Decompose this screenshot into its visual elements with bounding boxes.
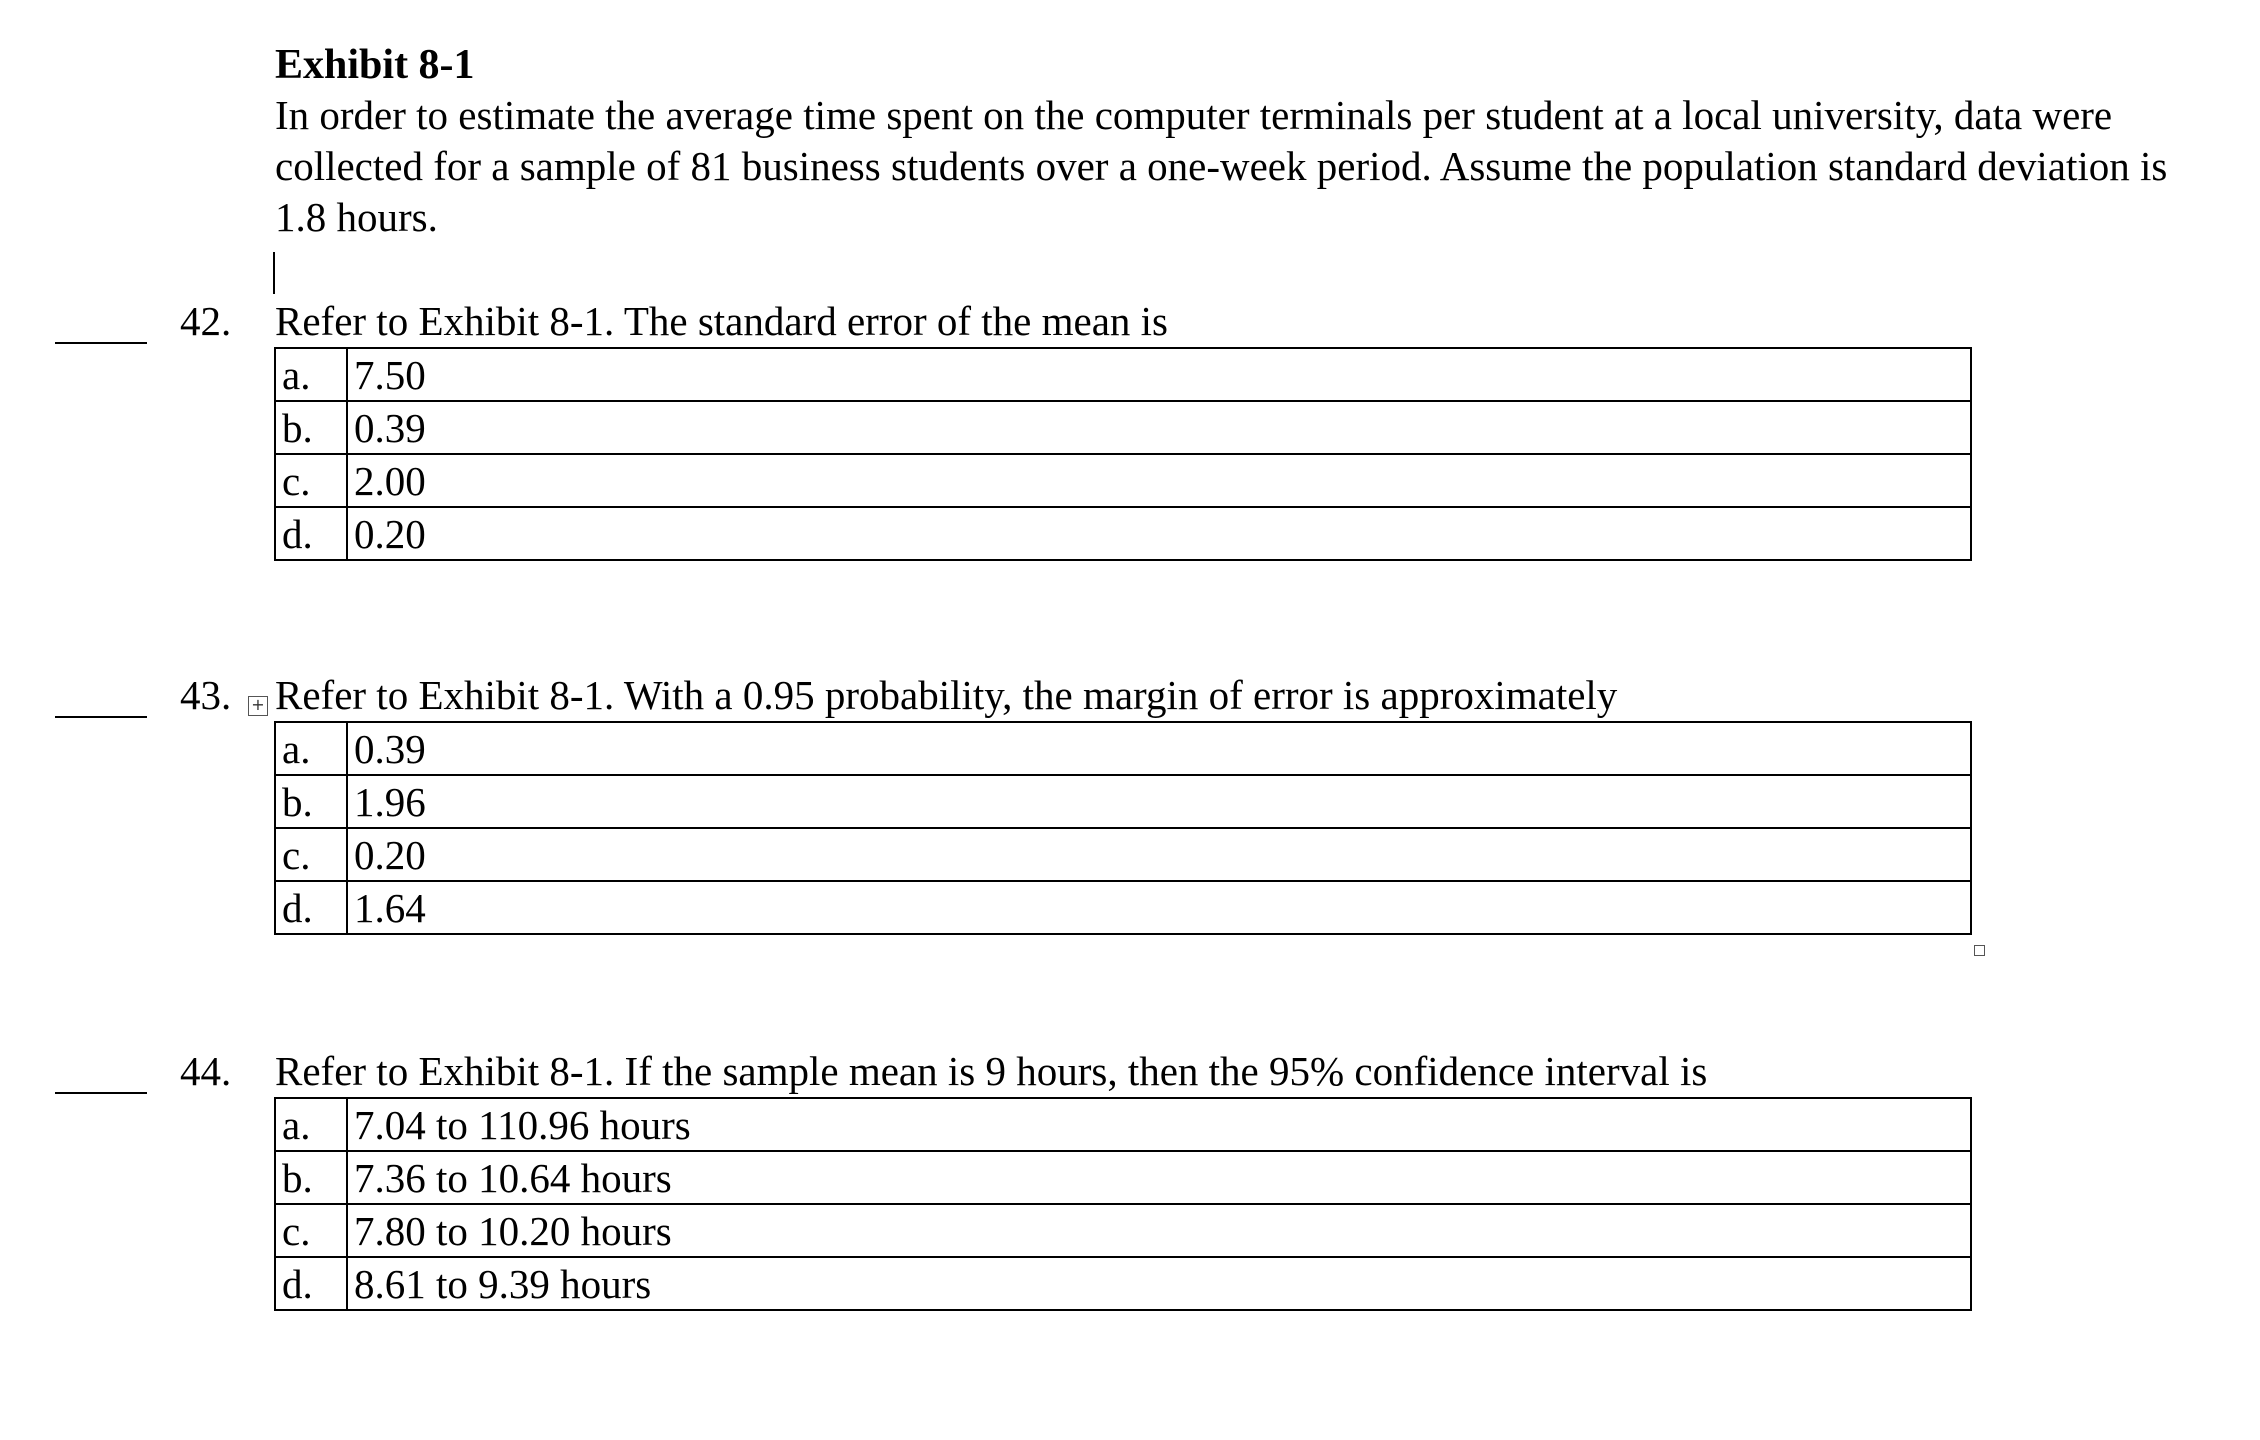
choice-value[interactable]: 0.39 <box>347 401 1971 454</box>
text-cursor <box>273 252 275 294</box>
choice-value[interactable]: 7.04 to 110.96 hours <box>347 1098 1971 1151</box>
choice-value[interactable]: 7.80 to 10.20 hours <box>347 1204 1971 1257</box>
choice-value[interactable]: 0.20 <box>347 828 1971 881</box>
choices-table[interactable] <box>274 347 1972 561</box>
answer-blank[interactable] <box>55 1092 147 1094</box>
choice-letter: c. <box>275 828 347 881</box>
choice-value[interactable]: 7.36 to 10.64 hours <box>347 1151 1971 1204</box>
choice-value[interactable]: 7.50 <box>347 348 1971 401</box>
choice-letter: a. <box>275 1098 347 1151</box>
exhibit-title: Exhibit 8-1 <box>275 42 475 88</box>
choice-letter: b. <box>275 775 347 828</box>
choice-value[interactable]: 0.20 <box>347 507 1971 560</box>
move-icon[interactable]: + <box>248 696 268 716</box>
choice-row[interactable] <box>275 507 1971 560</box>
choice-letter: b. <box>275 1151 347 1204</box>
choice-letter: d. <box>275 1257 347 1310</box>
choice-letter: d. <box>275 507 347 560</box>
choice-value[interactable]: 1.64 <box>347 881 1971 934</box>
choice-letter: d. <box>275 881 347 934</box>
question-number: 44. <box>180 1048 232 1094</box>
choice-row[interactable] <box>275 348 1971 401</box>
choice-letter: b. <box>275 401 347 454</box>
choice-row[interactable] <box>275 722 1971 775</box>
answer-blank[interactable] <box>55 716 147 718</box>
choice-row[interactable] <box>275 1098 1971 1151</box>
question-number: 42. <box>180 298 232 344</box>
choice-row[interactable] <box>275 881 1971 934</box>
choice-value[interactable]: 0.39 <box>347 722 1971 775</box>
choice-row[interactable] <box>275 454 1971 507</box>
question-number: 43. <box>180 672 232 718</box>
question-text[interactable]: Refer to Exhibit 8-1. With a 0.95 probability, the margin of error is approximately <box>275 672 1618 718</box>
resize-handle-icon[interactable] <box>1974 945 1985 956</box>
choice-row[interactable] <box>275 401 1971 454</box>
choice-value[interactable]: 1.96 <box>347 775 1971 828</box>
choice-row[interactable] <box>275 1151 1971 1204</box>
exhibit-body[interactable]: In order to estimate the average time spent on the computer terminals per student at a local university, data were collected for a sample of 81 business students over a one-week period. Assume the population standard deviation is 1.8 hours. <box>275 92 2168 240</box>
choice-letter: c. <box>275 1204 347 1257</box>
choice-letter: a. <box>275 722 347 775</box>
choice-value[interactable]: 2.00 <box>347 454 1971 507</box>
question-text[interactable]: Refer to Exhibit 8-1. If the sample mean is 9 hours, then the 95% confidence interval is <box>275 1048 1708 1094</box>
choices-table[interactable] <box>274 1097 1972 1311</box>
choice-letter: a. <box>275 348 347 401</box>
choice-row[interactable] <box>275 828 1971 881</box>
choice-row[interactable] <box>275 1204 1971 1257</box>
answer-blank[interactable] <box>55 342 147 344</box>
question-text[interactable]: Refer to Exhibit 8-1. The standard error of the mean is <box>275 298 1168 344</box>
choice-row[interactable] <box>275 1257 1971 1310</box>
exhibit <box>275 40 2215 243</box>
choice-letter: c. <box>275 454 347 507</box>
choices-table[interactable] <box>274 721 1972 935</box>
choice-value[interactable]: 8.61 to 9.39 hours <box>347 1257 1971 1310</box>
choice-row[interactable] <box>275 775 1971 828</box>
